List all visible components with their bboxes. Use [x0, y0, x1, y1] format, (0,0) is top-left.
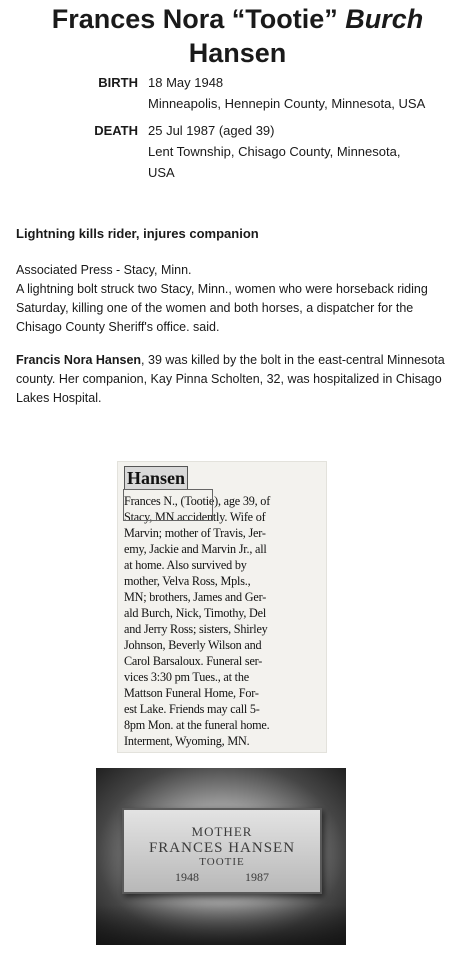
clipping-line: Mattson Funeral Home, For- — [124, 686, 259, 700]
clipping-line: vices 3:30 pm Tues., at the — [124, 670, 249, 684]
title-line-2: Hansen — [188, 38, 287, 68]
birth-date: 18 May 1948 — [148, 75, 224, 90]
clipping-line: MN; brothers, James and Ger- — [124, 590, 267, 604]
memorial-title — [0, 2, 475, 70]
death-date: 25 Jul 1987 (aged 39) — [148, 123, 275, 138]
clipping-line: Interment, Wyoming, MN. — [124, 734, 250, 748]
clipping-line: Frances N., (Tootie), age 39, of — [124, 494, 271, 508]
obituary-clipping — [118, 462, 326, 752]
clipping-line: at home. Also survived by — [124, 558, 247, 572]
article-source: Associated Press - Stacy, Minn. — [16, 263, 192, 277]
clipping-line: mother, Velva Ross, Mpls., — [124, 574, 251, 588]
grass-shadow — [96, 905, 346, 945]
headstone-photo — [96, 768, 346, 945]
birth-place: Minneapolis, Hennepin County, Minnesota, USA — [148, 96, 426, 111]
birth-label: BIRTH — [98, 75, 138, 90]
birth-row — [0, 72, 475, 114]
clipping-line: est Lake. Friends may call 5- — [124, 702, 260, 716]
clipping-surname: Hansen — [124, 466, 188, 490]
marker-line-2: FRANCES HANSEN — [148, 840, 296, 856]
clipping-text — [124, 493, 320, 749]
article-paragraph-2 — [16, 351, 461, 408]
death-label: DEATH — [94, 123, 138, 138]
clipping-line: Carol Barsaloux. Funeral ser- — [124, 654, 263, 668]
death-place-line-2: USA — [148, 165, 175, 180]
clipping-line: 8pm Mon. at the funeral home. — [124, 718, 270, 732]
highlight-box — [123, 489, 213, 521]
death-row — [0, 120, 475, 183]
article-victim-name: Francis Nora Hansen — [16, 353, 142, 367]
title-line-1 — [0, 2, 475, 36]
clipping-line: and Jerry Ross; sisters, Shirley — [124, 622, 268, 636]
name-given: Frances Nora “Tootie” — [51, 4, 338, 34]
clipping-line: Marvin; mother of Travis, Jer- — [124, 526, 266, 540]
clipping-line: Johnson, Beverly Wilson and — [124, 638, 262, 652]
marker-death-year: 1987 — [245, 870, 269, 884]
marker-line-1: MOTHER — [191, 824, 253, 839]
clipping-line: emy, Jackie and Marvin Jr., all — [124, 542, 267, 556]
news-article — [16, 224, 461, 422]
article-paragraph-1: A lightning bolt struck two Stacy, Minn., women who were horseback riding Saturday, killing one of the women and both horses, a dispatcher for the Chisago County Sheriff's office. said. — [16, 282, 428, 334]
clipping-line: ald Burch, Nick, Timothy, Del — [124, 606, 267, 620]
vital-facts — [0, 72, 475, 189]
article-headline: Lightning kills rider, injures companion — [16, 226, 259, 241]
clipping-line: Stacy, MN accidently. Wife of — [124, 510, 266, 524]
marker-birth-year: 1948 — [175, 870, 199, 884]
grave-marker — [122, 808, 322, 894]
marker-line-3: TOOTIE — [199, 856, 245, 868]
death-place-line-1: Lent Township, Chisago County, Minnesota, — [148, 144, 401, 159]
name-maiden: Burch — [345, 4, 424, 34]
article-paragraph-2-text: , 39 was killed by the bolt in the east-central Minnesota county. Her companion, Kay Pinna Scholten, 32, was hospitalized in Chisago Lakes Hospital. — [16, 353, 445, 405]
